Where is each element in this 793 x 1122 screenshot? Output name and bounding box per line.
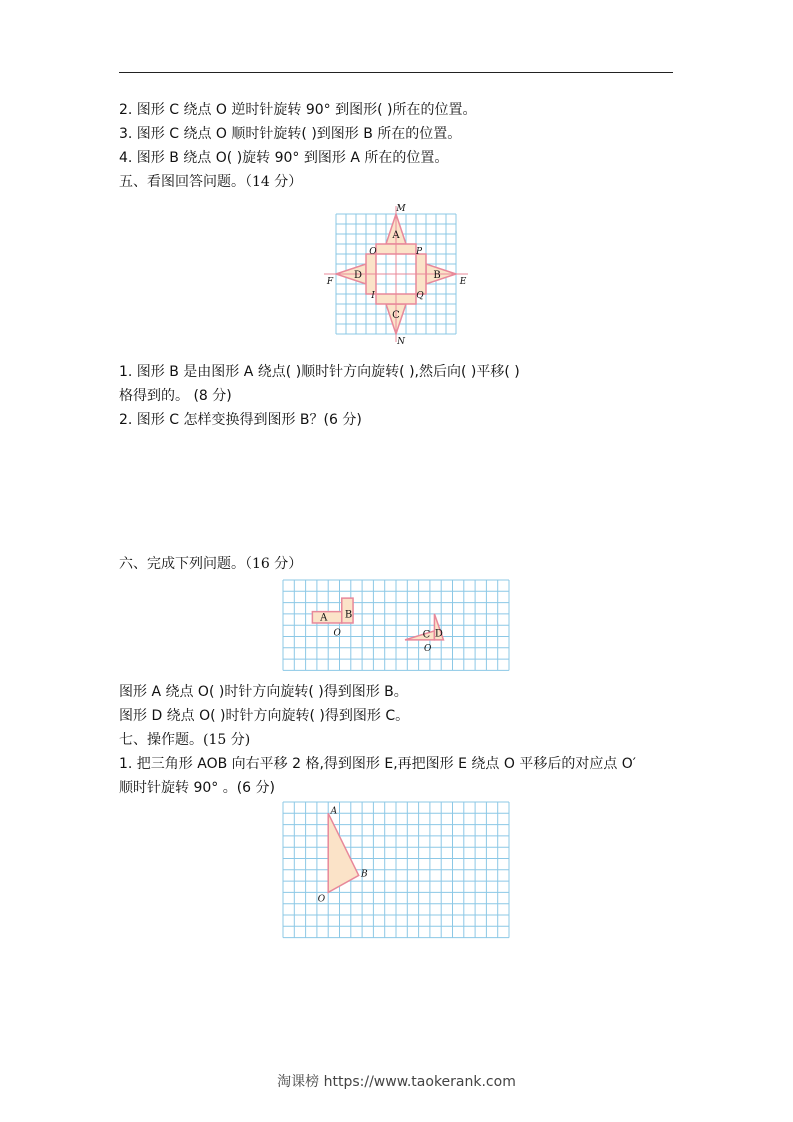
label-o: O [317, 894, 326, 905]
label-e: E [459, 277, 467, 287]
label-q: Q [416, 291, 424, 301]
label-c: C [422, 629, 431, 641]
triangle-aob [328, 813, 359, 892]
label-a: A [392, 230, 400, 241]
footer-watermark: 淘课榜 https://www.taokerank.com [277, 1074, 516, 1090]
question-4-4: 4. 图形 B 绕点 O( )旋转 90° 到图形 A 所在的位置。 [119, 150, 449, 166]
section-7-heading: 七、操作题。(15 分) [119, 732, 251, 748]
section-6-heading: 六、完成下列问题。（16 分） [119, 556, 303, 572]
section-5-question-2: 2. 图形 C 怎样变换得到图形 B？(6 分) [119, 412, 362, 428]
question-4-3: 3. 图形 C 绕点 O 顺时针旋转( )到图形 B 所在的位置。 [119, 126, 462, 142]
triangle-grid-figure [283, 802, 511, 940]
label-a: A [330, 806, 338, 817]
label-o-left: O [333, 628, 341, 639]
label-f: F [326, 277, 334, 287]
label-a: A [320, 612, 328, 624]
label-d: D [434, 628, 443, 640]
section-6-line-2: 图形 D 绕点 O( )时针方向旋转( )得到图形 C。 [119, 708, 410, 724]
section-7-question-1-line-2: 顺时针旋转 90° 。(6 分) [119, 780, 275, 796]
section-5-question-1-line-2: 格得到的。 (8 分) [119, 388, 232, 404]
label-o-right: O [423, 644, 432, 655]
section-7-question-1-line-1: 1. 把三角形 AOB 向右平移 2 格,得到图形 E,再把图形 E 绕点 O 平移后的对应点 O′ [119, 756, 636, 772]
label-c: C [392, 310, 400, 321]
section-6-line-1: 图形 A 绕点 O( )时针方向旋转( )得到图形 B。 [119, 684, 408, 700]
label-i: I [371, 291, 375, 301]
label-b: B [433, 270, 441, 281]
label-o: O [369, 247, 377, 257]
label-b: B [361, 869, 368, 880]
label-m: M [396, 204, 406, 214]
rotation-grid-figure [283, 580, 511, 672]
label-p: P [415, 247, 423, 257]
section-5-question-1-line-1: 1. 图形 B 是由图形 A 绕点( )顺时针方向旋转( ),然后向( )平移( ) [119, 364, 520, 380]
rotation-figure [322, 202, 472, 350]
label-n: N [397, 337, 405, 347]
question-4-2: 2. 图形 C 绕点 O 逆时针旋转 90° 到图形( )所在的位置。 [119, 102, 477, 118]
label-d: D [353, 270, 363, 281]
top-rule [119, 72, 673, 73]
section-5-heading: 五、看图回答问题。（14 分） [119, 174, 303, 190]
label-b: B [344, 609, 353, 621]
